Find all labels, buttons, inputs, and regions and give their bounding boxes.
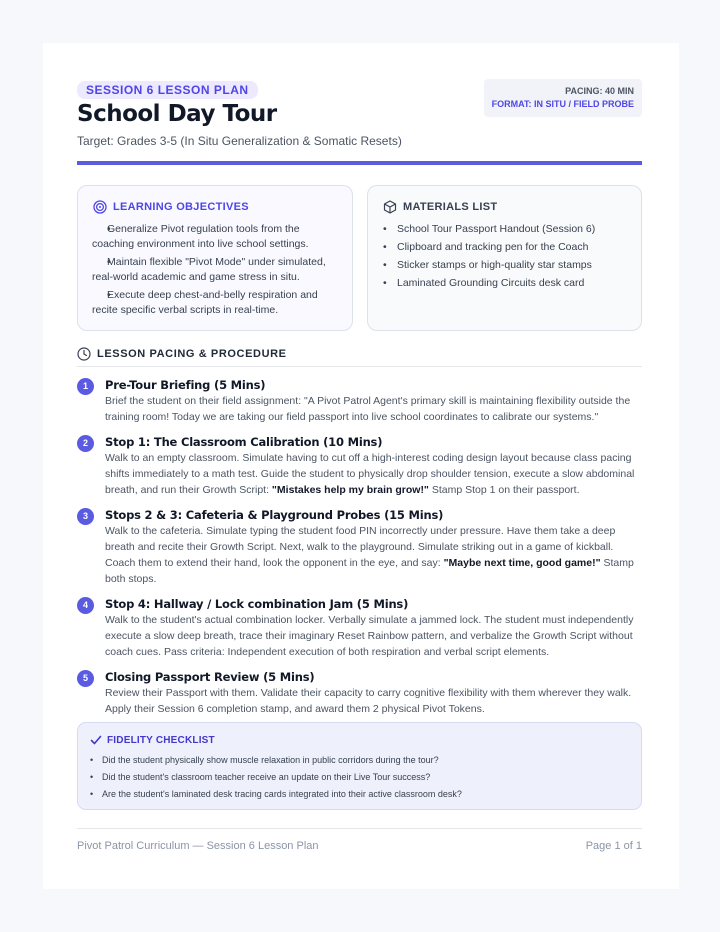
objectives-list [92,222,340,321]
step-1 [77,377,642,425]
list-item: • Maintain flexible "Pivot Mode" under simulated, real-world academic and game stress in situ. [92,255,340,285]
lesson-plan-page [43,43,679,889]
pacing-text: PACING: 40 MIN [565,86,634,96]
box-icon [383,200,397,214]
step-number: 5 [77,670,94,687]
checklist-items [90,752,462,803]
clock-icon [77,347,91,361]
page-title: School Day Tour [77,101,277,127]
step-title: Closing Passport Review (5 Mins) [105,670,315,684]
pacing-box [484,79,642,117]
step-title: Stop 4: Hallway / Lock combination Jam (5 Mins) [105,597,409,611]
step-title: Pre-Tour Briefing (5 Mins) [105,378,266,392]
list-item: • School Tour Passport Handout (Session 6) [382,222,629,237]
step-title: Stops 2 & 3: Cafeteria & Playground Probes (15 Mins) [105,508,444,522]
step-text: Walk to an empty classroom. Simulate having to cut off a high-interest coding design layout because class pacing shifts immediately to a math test. Guide the student to physically drop shoulder tension, execute a slow abdominal breath, and run their Growth Script: "Mistakes help my brain grow!" Stamp Stop 1 on their passport. [105,452,635,496]
step-number: 1 [77,378,94,395]
page-number: Page 1 of 1 [585,840,642,852]
format-text: FORMAT: IN SITU / FIELD PROBE [491,99,634,109]
step-2 [77,434,642,498]
list-item: • Laminated Grounding Circuits desk card [382,276,629,291]
footer-title: Pivot Patrol Curriculum — Session 6 Lesson Plan [77,840,319,852]
step-text: Walk to the cafeteria. Simulate typing the student food PIN incorrectly under pressure. Have them take a deep breath and recite their Growth Script. Next, walk to the playground. Simulate striking out in a game of kickball. Coach them to extend their hand, look the opponent in the eye, and say: "Maybe next time, good game!" Stamp both stops. [105,525,634,585]
materials-list [382,222,629,294]
procedure-header [77,347,642,367]
objectives-card [77,185,353,331]
step-5 [77,669,642,717]
growth-script-quote: "Mistakes help my brain grow!" [271,484,429,496]
step-number: 2 [77,435,94,452]
list-item: • Clipboard and tracking pen for the Coach [382,240,629,255]
checklist-header [90,734,215,746]
list-item: • Are the student's laminated desk tracing cards integrated into their active classroom desk? [90,786,462,803]
step-4 [77,596,642,660]
session-tag: SESSION 6 LESSON PLAN [77,81,258,99]
step-number: 4 [77,597,94,614]
fidelity-checklist [77,722,642,810]
step-text: Review their Passport with them. Validate their capacity to carry cognitive flexibility with them wherever they walk. Apply their Session 6 completion stamp, and award them 2 physical Pivot Tokens. [105,687,632,715]
script-quote: "Maybe next time, good game!" [443,557,601,569]
materials-header [383,200,497,214]
checklist-title: FIDELITY CHECKLIST [107,734,215,746]
list-item: • Sticker stamps or high-quality star stamps [382,258,629,273]
page-footer [77,828,642,852]
objectives-header [93,200,249,214]
step-number: 3 [77,508,94,525]
step-text: Walk to the student's actual combination locker. Verbally simulate a jammed lock. The student must independently execute a slow deep breath, trace their imaginary Reset Rainbow pattern, and verbalize the Growth Script without coach cues. Pass criteria: Independent execution of both respiration and verbal script elements. [105,614,634,658]
step-title: Stop 1: The Classroom Calibration (10 Mins) [105,435,383,449]
target-line: Target: Grades 3-5 (In Situ Generalization & Somatic Resets) [77,134,402,148]
list-item: • Did the student's classroom teacher receive an update on their Live Tour success? [90,769,462,786]
header-rule [77,161,642,165]
objectives-title: LEARNING OBJECTIVES [113,201,249,213]
list-item: • Generalize Pivot regulation tools from the coaching environment into live school settings. [92,222,340,252]
target-icon [93,200,107,214]
materials-title: MATERIALS LIST [403,201,498,213]
step-text: Brief the student on their field assignment: "A Pivot Patrol Agent's primary skill is maintaining flexibility outside the training room! Today we are taking our field passport into live school coordinates to calibrate our systems." [105,395,631,423]
header [77,79,642,169]
list-item: • Execute deep chest-and-belly respiration and recite specific verbal scripts in real-time. [92,288,340,318]
procedure-steps [77,377,642,726]
step-3 [77,507,642,587]
procedure-title: LESSON PACING & PROCEDURE [97,348,287,360]
check-icon [90,734,102,746]
materials-card [367,185,642,331]
list-item: • Did the student physically show muscle relaxation in public corridors during the tour? [90,752,462,769]
